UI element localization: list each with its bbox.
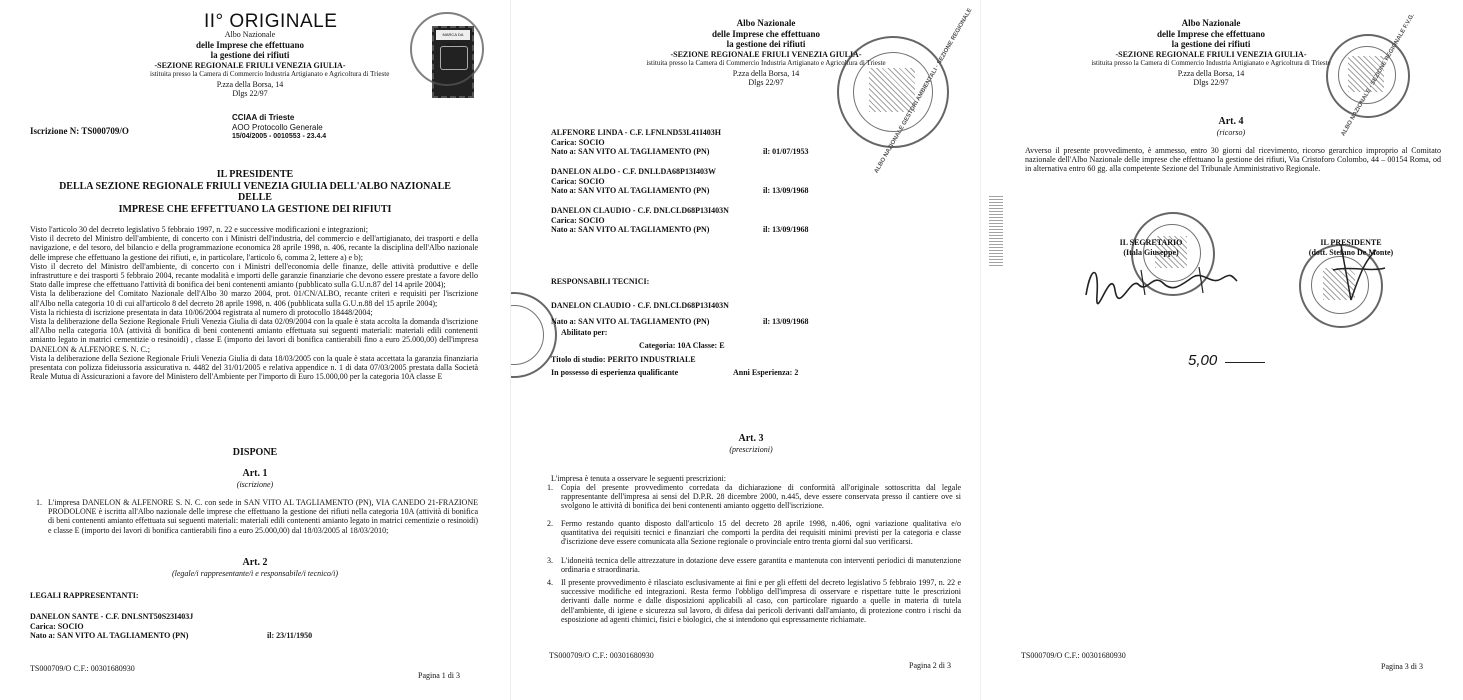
art1-heading	[20, 468, 490, 489]
person-born: Nato a: SAN VITO AL TAGLIAMENTO (PN)	[551, 186, 710, 196]
document-page-1	[0, 0, 510, 700]
article-title: Art. 1	[242, 468, 268, 479]
person-date: il: 13/09/1968	[763, 317, 809, 326]
page-number: Pagina 1 di 3	[418, 671, 460, 680]
article-subtitle: (legale/i rappresentante/i e responsabile/i tecnico/i)	[171, 568, 339, 578]
original-mark: II° ORIGINALE	[204, 11, 338, 32]
person-date: il: 13/09/1968	[763, 225, 809, 234]
stamp-text: ALBO NAZIONALE · SEZIONE REGIONALE F.V.G.	[1340, 12, 1416, 138]
person-role: Carica: SOCIO	[551, 215, 605, 225]
person-entry	[551, 128, 971, 167]
revenue-stamp-label: MARCA DA BOLLO	[436, 30, 470, 40]
header-line: P.zza della Borsa, 14	[216, 79, 284, 89]
header-line: Albo Nazionale	[1181, 18, 1241, 28]
prescription-item	[541, 556, 961, 578]
page-number: Pagina 2 di 3	[909, 661, 951, 670]
circular-stamp	[410, 12, 484, 86]
appeal-text: Avverso il presente provvedimento, è ammesso, entro 30 giorni dal ricevimento, ricorso gerarchico improprio al Comitato nazionale dell'Albo Nazionale delle imprese che effettuano la gestione dei rifiuti, Via Cristoforo Colombo, 44 – 00154 Roma, od in alternativa entro 60 gg. alla competente Sezione del Tribunale Amministrativo Regionale.	[1025, 146, 1441, 174]
page-number: Pagina 3 di 3	[1381, 662, 1423, 671]
title-line: DELLA SEZIONE REGIONALE FRIULI VENEZIA GIULIA DELL'ALBO NAZIONALE	[59, 180, 451, 192]
premise: Visto il decreto del Ministro dell'ambiente, di concerto con i Ministri dell'industria, del commercio e dell'artigianato, dei trasporti e della navigazione, e del tesoro, del bilancio e della programmazione economica 28 aprile 1998, n. 406, recante la disciplina dell'Albo nazionale delle imprese che effettuano la gestione dei rifiuti, e, in particolare, l'articolo 6, comma 2, lettere a) e b);	[30, 234, 478, 262]
document-title	[20, 169, 490, 215]
persons-list	[551, 128, 971, 245]
protocol-line: 15/04/2005 - 0010553 - 23.4.4	[232, 133, 327, 140]
signatory-title: IL SEGRETARIO	[1119, 238, 1183, 247]
art2-heading	[20, 557, 490, 578]
stamp-inner-ring	[510, 305, 544, 365]
article-title: Art. 4	[1218, 116, 1244, 127]
art3-heading	[531, 433, 971, 454]
item-text: L'impresa DANELON & ALFENORE S. N. C. con sede in SAN VITO AL TAGLIAMENTO (PN), VIA CANEDO 21-FRAZIONE PRODOLONE è iscritta all'Albo nazionale delle imprese che effettuano la gestione dei rifiuti nella categoria 10A (attività di bonifica di beni contenenti amianto effettuata sui seguenti materiali: materiali edili contenenti amianto legato in matrici cementizie o resinoidi) e classe E (importo dei lavori di bonifica cantierabili fino a euro 25.000,00) dal 18/03/2005 al 18/03/2010;	[48, 498, 478, 535]
person-name: DANELON ALDO - C.F. DNLLDA68P13I403W	[551, 167, 717, 176]
person-role: Carica: SOCIO	[551, 176, 605, 186]
premise: Vista la deliberazione della Sezione Regionale Friuli Venezia Giulia di data 02/09/2004 con la quale è stata accolta la domanda d'iscrizione all'Albo nella categoria 10A (attività di bonifica di beni contenenti amianto effettuata sui seguenti materiali: materiali edili contenenti amianto legato in matrici cementizie o resinoidi) , classe E (importo dei lavori di bonifica cantierabili fino a euro 25.000,00) dell'impresa DANELON & ALFENORE S. N. C.;	[30, 317, 478, 354]
signatory-title: IL PRESIDENTE	[1320, 238, 1382, 247]
prescription-item	[541, 519, 961, 556]
item-number: 2.	[547, 519, 553, 528]
person-name: DANELON CLAUDIO - C.F. DNLCLD68P13I403N	[551, 301, 729, 310]
article-subtitle: (ricorso)	[1216, 127, 1246, 137]
header-block	[1086, 18, 1336, 88]
title-line: IL PRESIDENTE	[216, 169, 294, 180]
stamp-text: ALBO NAZIONALE GESTORI AMBIENTALI · SEZIONE REGIONALE	[873, 7, 974, 175]
experience-years: Anni Esperienza: 2	[733, 368, 799, 377]
article-title: Art. 3	[738, 433, 764, 444]
header-line: Dlgs 22/97	[748, 78, 784, 88]
prescriptions-list	[541, 483, 961, 638]
header-line: Dlgs 22/97	[1193, 78, 1229, 88]
footer-left: TS000709/O C.F.: 00301680930	[1021, 651, 1126, 660]
article-subtitle: (iscrizione)	[236, 479, 274, 489]
header-line: P.zza della Borsa, 14	[1177, 68, 1245, 78]
header-line: istituita presso la Camera di Commercio Industria Artigianato e Agricoltura di Trieste	[1091, 59, 1331, 68]
header-line: la gestione dei rifiuti	[1171, 39, 1251, 49]
person-date: il: 01/07/1953	[763, 147, 809, 156]
header-line: Dlgs 22/97	[232, 89, 268, 99]
protocol-block	[232, 113, 326, 142]
prescription-item	[541, 483, 961, 519]
header-line: delle Imprese che effettuano	[711, 28, 821, 39]
person-born: Nato a: SAN VITO AL TAGLIAMENTO (PN)	[551, 225, 710, 235]
header-line: -SEZIONE REGIONALE FRIULI VENEZIA GIULIA-	[670, 49, 862, 59]
item-number: 1.	[36, 498, 42, 507]
president-signature	[1321, 240, 1391, 310]
person-entry	[551, 167, 971, 206]
dispone-heading: DISPONE	[232, 447, 278, 458]
header-line: la gestione dei rifiuti	[726, 39, 806, 49]
header-line: istituita presso la Camera di Commercio Industria Artigianato e Agricoltura di Trieste	[646, 59, 886, 68]
signatory-name: (dott. Stefano De Monte)	[1308, 247, 1394, 257]
title-line: IMPRESE CHE EFFETTUANO LA GESTIONE DEI RIFIUTI	[118, 203, 392, 215]
header-line: Albo Nazionale	[224, 30, 276, 39]
category-class: Categoria: 10A Classe: E	[639, 341, 725, 350]
header-line: delle Imprese che effettuano	[195, 39, 305, 50]
header-line: -SEZIONE REGIONALE FRIULI VENEZIA GIULIA-	[1115, 49, 1307, 59]
person-date: il: 13/09/1968	[763, 186, 809, 195]
prescriptions-intro: L'impresa è tenuta a osservare le seguenti prescrizioni:	[551, 474, 726, 483]
experience: In possesso di esperienza qualificante	[551, 368, 679, 377]
person-name: DANELON CLAUDIO - C.F. DNLCLD68P13I403N	[551, 206, 729, 215]
header-line: Albo Nazionale	[736, 18, 796, 28]
legal-reps-heading: LEGALI RAPPRESENTANTI:	[30, 591, 139, 600]
document-page-2	[510, 0, 981, 700]
technical-heading: RESPONSABILI TECNICI:	[551, 277, 650, 286]
legal-rep-entry	[30, 612, 480, 641]
premise: Vista la richiesta di iscrizione presentata in data 10/06/2004 registrata al numero di protocollo 18448/2004;	[30, 307, 373, 317]
qualification: Titolo di studio: PERITO INDUSTRIALE	[551, 355, 696, 364]
item-text: Fermo restando quanto disposto dall'articolo 15 del decreto 28 aprile 1998, n.406, ogni variazione qualitativa e/o quantitativa dei requisiti tecnici e finanziari che comporti la perdita dei requisiti minimi previsti per la categoria e classe d'iscrizione deve essere comunicata alla Sezione regionale o provinciale entro trenta giorni dal suo verificarsi.	[561, 519, 961, 547]
header-line: -SEZIONE REGIONALE FRIULI VENEZIA GIULIA-	[154, 60, 346, 70]
header-line: istituita presso la Camera di Commercio Industria Artigianato e Agricoltura di Trieste	[150, 70, 390, 79]
person-name: ALFENORE LINDA - C.F. LFNLND53L41I403H	[551, 128, 721, 137]
premises-block	[30, 225, 478, 381]
person-born: Nato a: SAN VITO AL TAGLIAMENTO (PN)	[551, 317, 710, 326]
handwritten-amount: 5,00	[1188, 352, 1218, 369]
title-line: DELLE	[238, 192, 272, 203]
handwritten-underline	[1225, 362, 1265, 363]
secretary-signature	[1081, 255, 1241, 305]
prescription-item	[541, 578, 961, 638]
header-line: delle Imprese che effettuano	[1156, 28, 1266, 39]
premise: Visto l'articolo 30 del decreto legislativo 5 febbraio 1997, n. 22 e successive modificazioni e integrazioni;	[30, 225, 368, 234]
article-subtitle: (prescrizioni)	[729, 444, 773, 454]
technical-manager-entry	[551, 301, 971, 381]
footer-left: TS000709/O C.F.: 00301680930	[549, 651, 654, 660]
premise: Visto il decreto del Ministro dell'ambiente, di concerto con i Ministri dell'economia delle finanze, delle attività produttive e delle infrastrutture e dei trasporti 5 febbraio 2004, recante modalità e importi delle garanzie finanziarie che devono essere prestate a favore dello Stato dalle imprese che effettuano l'attività di bonifica dei beni contenenti amianto (pubblicato sulla G.U.n.87 del 14 aprile 2004);	[30, 261, 478, 290]
article-title: Art. 2	[242, 557, 268, 568]
protocol-line: AOO Protocollo Generale	[232, 122, 323, 132]
header-line: P.zza della Borsa, 14	[732, 68, 800, 78]
item-text: L'idoneità tecnica delle attrezzature in dotazione deve essere garantita e mantenuta con interventi periodici di manutenzione ordinaria e straordinaria.	[561, 556, 961, 575]
person-role: Carica: SOCIO	[551, 137, 605, 147]
emblem-icon	[869, 68, 915, 112]
official-stamp	[510, 292, 557, 378]
footer-left: TS000709/O C.F.: 00301680930	[30, 664, 135, 673]
person-born: Nato a: SAN VITO AL TAGLIAMENTO (PN)	[30, 631, 189, 641]
header-block	[150, 30, 390, 99]
person-entry	[551, 206, 971, 245]
item-number: 4.	[547, 578, 553, 587]
stamp-fragment	[989, 196, 1003, 266]
person-name: DANELON SANTE - C.F. DNLSNT50S23I403J	[30, 612, 194, 621]
official-stamp	[1326, 12, 1416, 138]
person-born: Nato a: SAN VITO AL TAGLIAMENTO (PN)	[551, 147, 710, 157]
item-text: Il presente provvedimento è rilasciato esclusivamente ai fini e per gli effetti del decreto legislativo 5 febbraio 1997, n. 22 e successive modifiche ed integrazioni. Resta fermo l'obbligo dell'impresa di osservare e rispettare tutte le prescrizioni derivanti dalle norme e dalle disposizioni applicabili al caso, con particolare riguardo a quelle in materia di tutela dell'ambiente, di igiene e sicurezza sul lavoro, di difesa dai pericoli derivanti dall'amianto, di protezione contro i rischi da esposizione ad agenti chimici, fisici e biologici, che si intendono qui espressamente richiamate.	[561, 578, 961, 624]
premise: Vista la deliberazione del Comitato Nazionale dell'Albo 30 marzo 2004, prot. 01/CN/ALBO, recante criteri e requisiti per l'iscrizione all'Albo nella categoria 10 di cui all'articolo 8 del decreto 28 aprile 1998, n. 406 (pubblicata sulla G.U.n.88 del 15 aprile 2004);	[30, 289, 478, 308]
document-page-3	[980, 0, 1463, 700]
art4-heading	[1021, 116, 1441, 137]
signatory-name: (Itala Giuseppe)	[1123, 247, 1179, 257]
person-role: Carica: SOCIO	[30, 621, 84, 631]
qualified-for: Abilitato per:	[561, 328, 608, 337]
premise: Vista la deliberazione della Sezione Regionale Friuli Venezia Giulia di data 18/03/2005 con la quale è stata accettata la garanzia finanziaria presentata con polizza fideiussoria assicurativa n. 4482 del 31/01/2005 e relativa appendice n. 1 di data 07/03/2005 prestata dalla Società Reale Mutua di Assicurazioni a favore del Ministero dell'Ambiente per l'importo di Euro 15.000,00 per la categoria 10A classe E	[30, 353, 478, 382]
person-date: il: 23/11/1950	[267, 631, 313, 640]
protocol-line: CCIAA di Trieste	[232, 113, 295, 122]
header-line: la gestione dei rifiuti	[210, 50, 290, 61]
item-number: 3.	[547, 556, 553, 565]
item-number: 1.	[547, 483, 553, 492]
registration-number: Iscrizione N: TS000709/O	[30, 126, 129, 136]
item-text: Copia del presente provvedimento corredata da dichiarazione di conformità all'originale sottoscritta dal legale rappresentante dell'impresa ai sensi del D.P.R. 28 dicembre 2000, n.445, deve essere conservata presso il cantiere ove si svolgono le attività di bonifica dei beni contenenti amianto oggetto dell'iscrizione.	[561, 483, 961, 511]
